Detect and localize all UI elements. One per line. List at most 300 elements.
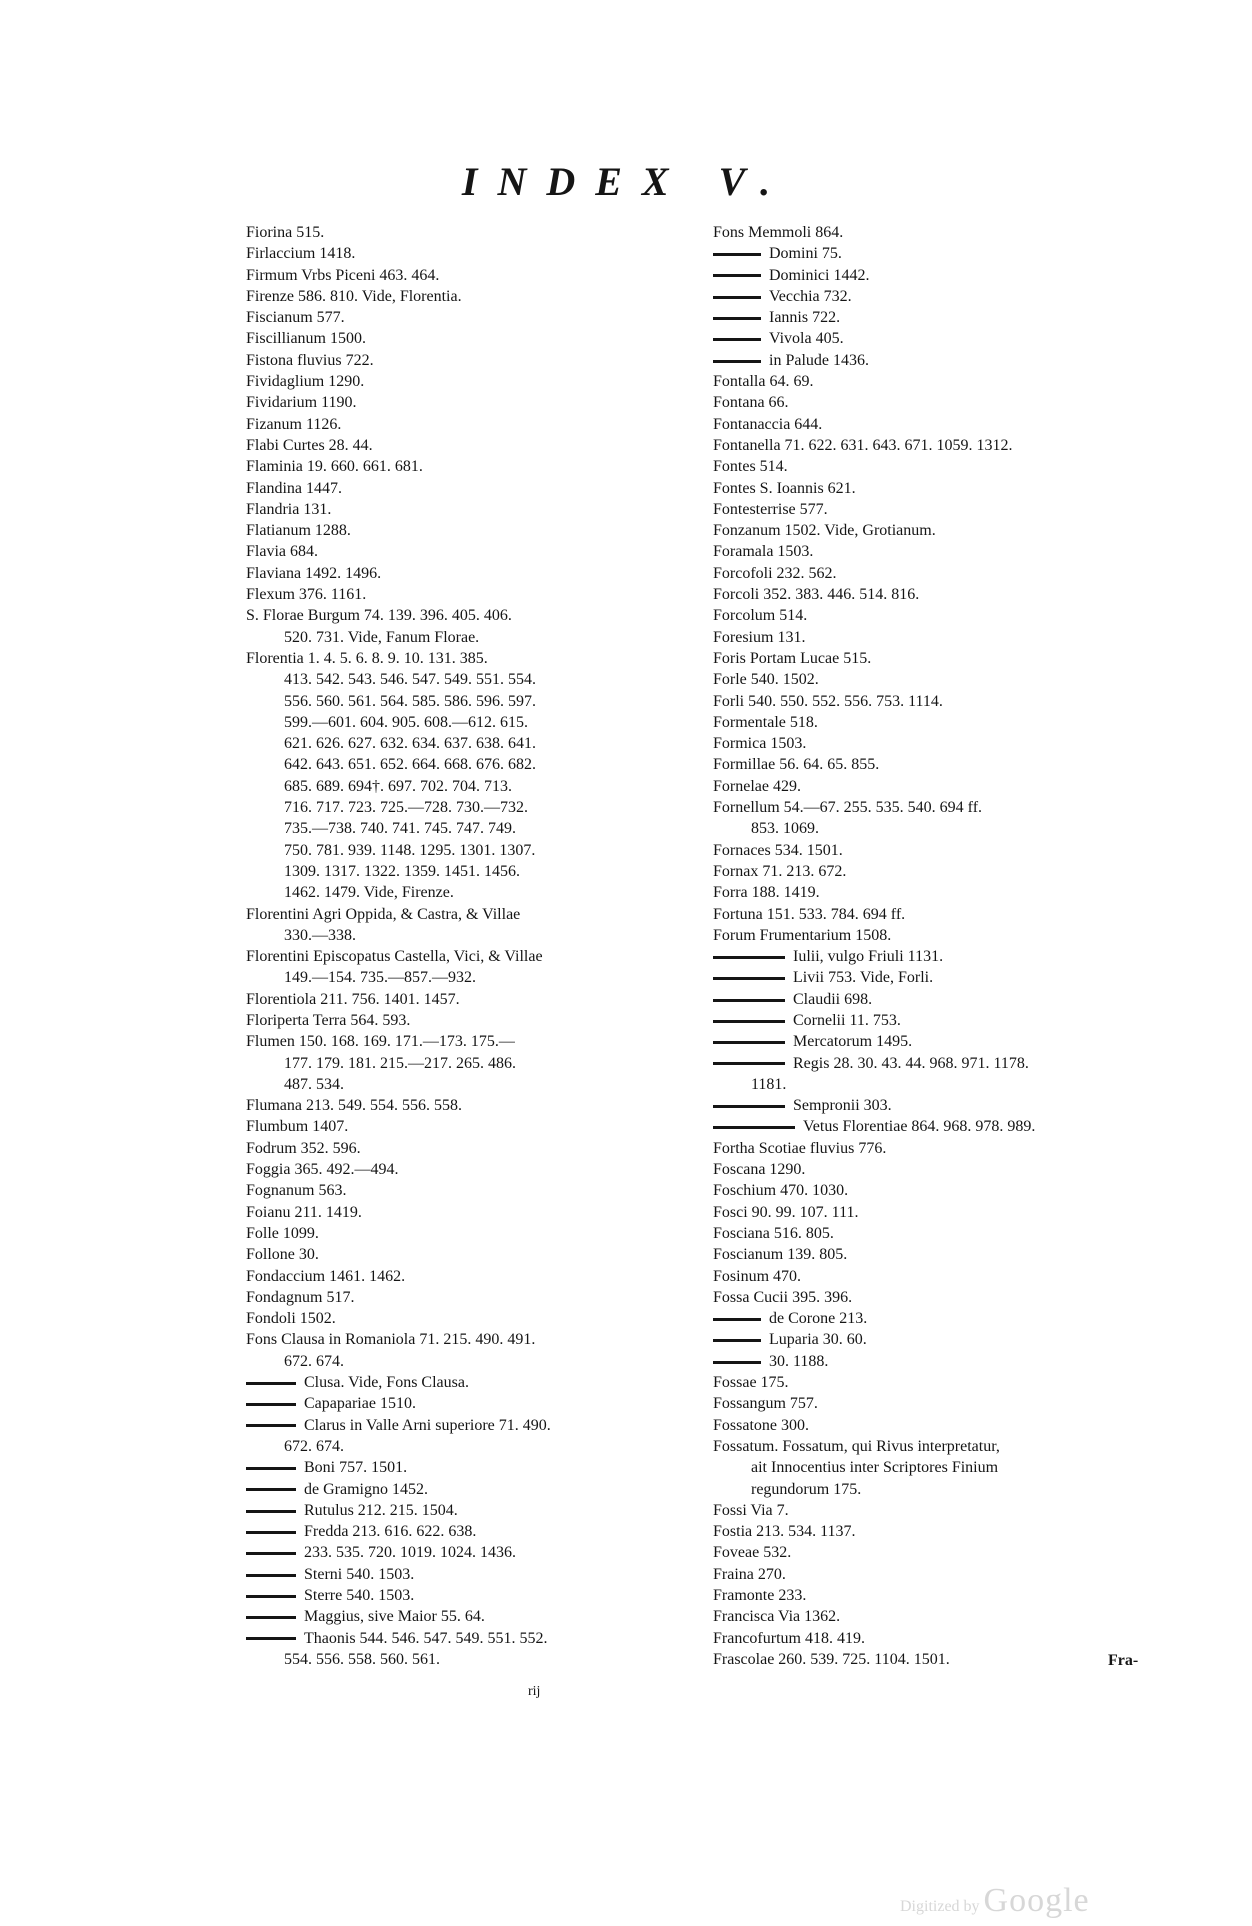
- ditto-dash: [713, 977, 785, 980]
- entry-text: Domini 75.: [769, 245, 842, 263]
- ditto-dash: [246, 1424, 296, 1427]
- index-entry: [713, 733, 1178, 754]
- ditto-dash: [246, 1531, 296, 1534]
- entry-text: Fontes S. Ioannis 621.: [713, 479, 856, 497]
- index-entry-continuation: [246, 1053, 701, 1074]
- entry-text: Firenze 586. 810. Vide, Florentia.: [246, 287, 462, 305]
- index-entry: [713, 520, 1178, 541]
- ditto-dash: [713, 296, 761, 299]
- index-subentry: [246, 1606, 701, 1627]
- entry-text: Fossa Cucii 395. 396.: [713, 1288, 853, 1306]
- index-entry: [246, 1287, 701, 1308]
- entry-text: Fossae 175.: [713, 1374, 789, 1392]
- ditto-dash: [713, 1361, 761, 1364]
- entry-text: 642. 643. 651. 652. 664. 668. 676. 682.: [284, 756, 536, 774]
- entry-text: Florentia 1. 4. 5. 6. 8. 9. 10. 131. 385.: [246, 649, 488, 667]
- page-title: INDEX V.: [461, 159, 791, 204]
- entry-text: 853. 1069.: [751, 820, 819, 838]
- watermark-logo-text: Google: [983, 1882, 1090, 1919]
- index-entry-continuation: [713, 1479, 1178, 1500]
- index-entry-continuation: [246, 733, 701, 754]
- entry-text: 30. 1188.: [769, 1352, 829, 1370]
- index-entry: [246, 243, 701, 264]
- index-subentry: [713, 1308, 1178, 1329]
- entry-text: Fosci 90. 99. 107. 111.: [713, 1203, 859, 1221]
- entry-text: Vecchia 732.: [769, 287, 852, 305]
- entry-text: S. Florae Burgum 74. 139. 396. 405. 406.: [246, 607, 512, 625]
- index-entry: [713, 648, 1178, 669]
- entry-text: Flabi Curtes 28. 44.: [246, 436, 373, 454]
- entry-text: Forcolum 514.: [713, 607, 808, 625]
- index-entry-continuation: [713, 1074, 1178, 1095]
- index-entry: [713, 840, 1178, 861]
- index-entry: [246, 414, 701, 435]
- entry-text: Fortuna 151. 533. 784. 694 ff.: [713, 905, 906, 923]
- entry-text: Rutulus 212. 215. 1504.: [304, 1501, 458, 1519]
- index-entry: [713, 584, 1178, 605]
- index-entry: [713, 371, 1178, 392]
- index-entry: [713, 1287, 1178, 1308]
- index-subentry: [713, 1053, 1178, 1074]
- index-entry: [246, 222, 701, 243]
- entry-text: Cornelii 11. 753.: [793, 1011, 901, 1029]
- index-entry-continuation: [246, 669, 701, 690]
- index-entry: [246, 1031, 701, 1052]
- entry-text: Fosciana 516. 805.: [713, 1224, 834, 1242]
- index-entry: [246, 1095, 701, 1116]
- ditto-dash: [246, 1574, 296, 1577]
- index-entry: [713, 1180, 1178, 1201]
- index-entry: [246, 605, 701, 626]
- index-entry: [713, 1223, 1178, 1244]
- entry-text: 735.—738. 740. 741. 745. 747. 749.: [284, 820, 516, 838]
- index-subentry: [713, 1329, 1178, 1350]
- index-entry-continuation: [246, 861, 701, 882]
- entry-text: Fonzanum 1502. Vide, Grotianum.: [713, 522, 936, 540]
- index-subentry: [246, 1628, 701, 1649]
- entry-text: Florentini Episcopatus Castella, Vici, & Villae: [246, 948, 543, 966]
- index-entry: [246, 435, 701, 456]
- entry-text: Fornax 71. 213. 672.: [713, 862, 847, 880]
- entry-text: regundorum 175.: [751, 1480, 862, 1498]
- index-entry: [713, 1542, 1178, 1563]
- ditto-dash: [246, 1616, 296, 1619]
- entry-text: Forli 540. 550. 552. 556. 753. 1114.: [713, 692, 943, 710]
- ditto-dash: [713, 1020, 785, 1023]
- ditto-dash: [713, 1041, 785, 1044]
- entry-text: Flandria 131.: [246, 500, 332, 518]
- index-entry: [713, 456, 1178, 477]
- index-entry: [246, 648, 701, 669]
- entry-text: Fornelae 429.: [713, 777, 801, 795]
- index-entry: [246, 1180, 701, 1201]
- entry-text: Flumbum 1407.: [246, 1118, 349, 1136]
- entry-text: in Palude 1436.: [769, 351, 869, 369]
- entry-text: Flumen 150. 168. 169. 171.—173. 175.—: [246, 1033, 515, 1051]
- index-entry: [713, 1628, 1178, 1649]
- entry-text: Forcofoli 232. 562.: [713, 564, 837, 582]
- entry-text: Foscana 1290.: [713, 1161, 806, 1179]
- index-entry: [713, 1372, 1178, 1393]
- index-subentry: [713, 265, 1178, 286]
- ditto-dash: [246, 1552, 296, 1555]
- entry-text: Fontes 514.: [713, 458, 788, 476]
- entry-text: Clusa. Vide, Fons Clausa.: [304, 1374, 469, 1392]
- index-entry: [713, 861, 1178, 882]
- ditto-dash: [246, 1467, 296, 1470]
- entry-text: de Corone 213.: [769, 1310, 868, 1328]
- index-subentry: [246, 1542, 701, 1563]
- entry-text: Florentiola 211. 756. 1401. 1457.: [246, 990, 460, 1008]
- entry-text: Sempronii 303.: [793, 1097, 892, 1115]
- left-column: [246, 222, 701, 1670]
- entry-text: Foramala 1503.: [713, 543, 814, 561]
- index-entry: [246, 350, 701, 371]
- index-entry: [246, 265, 701, 286]
- index-entry-continuation: [246, 1649, 701, 1670]
- index-entry: [246, 520, 701, 541]
- index-entry: [713, 414, 1178, 435]
- entry-text: Iulii, vulgo Friuli 1131.: [793, 948, 944, 966]
- entry-text: Flavia 684.: [246, 543, 318, 561]
- index-entry: [713, 563, 1178, 584]
- index-subentry: [246, 1500, 701, 1521]
- index-entry-continuation: [246, 882, 701, 903]
- index-entry: [246, 328, 701, 349]
- entry-text: Mercatorum 1495.: [793, 1033, 913, 1051]
- entry-text: Luparia 30. 60.: [769, 1331, 867, 1349]
- ditto-dash: [713, 999, 785, 1002]
- entry-text: Fossatone 300.: [713, 1416, 809, 1434]
- watermark-small-text: Digitized by: [900, 1898, 980, 1915]
- index-subentry: [713, 1095, 1178, 1116]
- entry-text: Fornaces 534. 1501.: [713, 841, 843, 859]
- index-entry-continuation: [246, 627, 701, 648]
- index-entry: [713, 904, 1178, 925]
- index-entry-continuation: [246, 967, 701, 988]
- index-subentry: [713, 1010, 1178, 1031]
- entry-text: 413. 542. 543. 546. 547. 549. 551. 554.: [284, 671, 536, 689]
- index-entry: [246, 499, 701, 520]
- entry-text: de Gramigno 1452.: [304, 1480, 428, 1498]
- ditto-dash: [713, 1339, 761, 1342]
- entry-text: Foveae 532.: [713, 1544, 792, 1562]
- index-entry: [246, 541, 701, 562]
- entry-text: Forle 540. 1502.: [713, 671, 819, 689]
- entry-text: Fontana 66.: [713, 394, 789, 412]
- index-entry: [713, 1500, 1178, 1521]
- entry-text: Fiscianum 577.: [246, 309, 345, 327]
- index-entry: [713, 754, 1178, 775]
- entry-text: 487. 534.: [284, 1075, 344, 1093]
- entry-text: Fons Memmoli 864.: [713, 224, 844, 241]
- index-entry-continuation: [246, 1074, 701, 1095]
- index-entry-continuation: [246, 1351, 701, 1372]
- entry-text: Framonte 233.: [713, 1587, 807, 1604]
- digitized-watermark: [900, 1882, 1090, 1920]
- index-entry: [246, 307, 701, 328]
- entry-text: 554. 556. 558. 560. 561.: [284, 1650, 440, 1668]
- entry-text: Fossatum. Fossatum, qui Rivus interpretatur,: [713, 1437, 1000, 1455]
- ditto-dash: [246, 1488, 296, 1491]
- entry-text: Florentini Agri Oppida, & Castra, & Villae: [246, 905, 521, 923]
- entry-text: Fiorina 515.: [246, 224, 325, 241]
- entry-text: Flaminia 19. 660. 661. 681.: [246, 458, 423, 476]
- index-entry: [713, 1436, 1178, 1457]
- index-subentry: [713, 989, 1178, 1010]
- index-entry: [246, 1138, 701, 1159]
- index-subentry: [246, 1393, 701, 1414]
- entry-text: Foresium 131.: [713, 628, 806, 646]
- index-entry: [246, 371, 701, 392]
- index-entry-continuation: [246, 776, 701, 797]
- entry-text: Fizanum 1126.: [246, 415, 342, 433]
- index-entry: [713, 925, 1178, 946]
- entry-text: Frascolae 260. 539. 725. 1104. 1501.: [713, 1650, 950, 1668]
- entry-text: Foscianum 139. 805.: [713, 1246, 848, 1264]
- index-entry: [713, 1159, 1178, 1180]
- index-entry: [713, 1393, 1178, 1414]
- entry-text: Formillae 56. 64. 65. 855.: [713, 756, 880, 774]
- entry-text: Fondagnum 517.: [246, 1288, 355, 1306]
- index-subentry: [713, 967, 1178, 988]
- index-entry-continuation: [246, 925, 701, 946]
- entry-text: Forcoli 352. 383. 446. 514. 816.: [713, 586, 920, 604]
- entry-text: Sterre 540. 1503.: [304, 1587, 415, 1604]
- ditto-dash: [246, 1595, 296, 1598]
- entry-text: Fornellum 54.—67. 255. 535. 540. 694 ff.: [713, 799, 983, 817]
- entry-text: Flandina 1447.: [246, 479, 342, 497]
- right-column: [713, 222, 1178, 1670]
- ditto-dash: [713, 274, 761, 277]
- index-entry: [246, 1116, 701, 1137]
- ditto-dash: [246, 1637, 296, 1640]
- ditto-dash: [713, 956, 785, 959]
- entry-text: Maggius, sive Maior 55. 64.: [304, 1608, 485, 1626]
- index-subentry: [713, 286, 1178, 307]
- entry-text: 1309. 1317. 1322. 1359. 1451. 1456.: [284, 862, 520, 880]
- index-subentry: [713, 1031, 1178, 1052]
- entry-text: Fraina 270.: [713, 1565, 786, 1583]
- index-entry: [246, 1244, 701, 1265]
- entry-text: Fontanaccia 644.: [713, 415, 823, 433]
- index-subentry: [713, 946, 1178, 967]
- index-entry: [246, 1202, 701, 1223]
- index-entry: [713, 797, 1178, 818]
- index-entry-continuation: [246, 691, 701, 712]
- index-entry: [713, 541, 1178, 562]
- index-subentry: [713, 243, 1178, 264]
- entry-text: Fistona fluvius 722.: [246, 351, 374, 369]
- index-entry: [246, 989, 701, 1010]
- entry-text: Foschium 470. 1030.: [713, 1182, 849, 1200]
- index-entry-continuation: [246, 818, 701, 839]
- entry-text: Iannis 722.: [769, 309, 841, 327]
- entry-text: Fosinum 470.: [713, 1267, 802, 1285]
- index-entry: [246, 1010, 701, 1031]
- index-subentry: [246, 1479, 701, 1500]
- ditto-dash: [713, 1062, 785, 1065]
- index-entry: [713, 1244, 1178, 1265]
- entry-text: Fontesterrise 577.: [713, 500, 828, 518]
- entry-text: Fognanum 563.: [246, 1182, 347, 1200]
- entry-text: Formentale 518.: [713, 713, 818, 731]
- index-entry-continuation: [713, 818, 1178, 839]
- entry-text: 672. 674.: [284, 1352, 344, 1370]
- entry-text: ait Innocentius inter Scriptores Finium: [751, 1459, 999, 1477]
- entry-text: 1181.: [751, 1075, 787, 1093]
- entry-text: Firlaccium 1418.: [246, 245, 356, 263]
- signature-mark: rij: [528, 1684, 541, 1699]
- index-entry: [713, 1415, 1178, 1436]
- entry-text: Flatianum 1288.: [246, 522, 351, 540]
- index-entry: [713, 882, 1178, 903]
- entry-text: Folle 1099.: [246, 1224, 319, 1242]
- entry-text: 750. 781. 939. 1148. 1295. 1301. 1307.: [284, 841, 536, 859]
- index-entry: [246, 1266, 701, 1287]
- entry-text: Follone 30.: [246, 1246, 319, 1264]
- entry-text: Claudii 698.: [793, 990, 873, 1008]
- index-entry: [713, 392, 1178, 413]
- ditto-dash: [713, 1126, 795, 1129]
- entry-text: 233. 535. 720. 1019. 1024. 1436.: [304, 1544, 516, 1562]
- ditto-dash: [246, 1382, 296, 1385]
- entry-text: Thaonis 544. 546. 547. 549. 551. 552.: [304, 1629, 548, 1647]
- entry-text: Regis 28. 30. 43. 44. 968. 971. 1178.: [793, 1054, 1029, 1072]
- index-entry: [246, 1308, 701, 1329]
- entry-text: Foris Portam Lucae 515.: [713, 649, 872, 667]
- entry-text: Fondaccium 1461. 1462.: [246, 1267, 406, 1285]
- index-entry: [713, 1266, 1178, 1287]
- entry-text: Foianu 211. 1419.: [246, 1203, 362, 1221]
- entry-text: Fiscillianum 1500.: [246, 330, 366, 348]
- entry-text: Fredda 213. 616. 622. 638.: [304, 1523, 477, 1541]
- index-entry: [246, 478, 701, 499]
- index-entry: [246, 286, 701, 307]
- entry-text: Fontalla 64. 69.: [713, 373, 814, 391]
- index-entry-continuation: [713, 1457, 1178, 1478]
- index-entry: [713, 712, 1178, 733]
- index-entry-continuation: [246, 797, 701, 818]
- index-entry: [713, 1564, 1178, 1585]
- entry-text: 599.—601. 604. 905. 608.—612. 615.: [284, 713, 528, 731]
- entry-text: 685. 689. 694†. 697. 702. 704. 713.: [284, 777, 512, 795]
- entry-text: Boni 757. 1501.: [304, 1459, 408, 1477]
- entry-text: Formica 1503.: [713, 735, 807, 753]
- index-entry: [713, 1521, 1178, 1542]
- index-entry: [713, 627, 1178, 648]
- entry-text: Flumana 213. 549. 554. 556. 558.: [246, 1097, 462, 1115]
- index-entry: [713, 1606, 1178, 1627]
- ditto-dash: [713, 253, 761, 256]
- index-entry: [246, 904, 701, 925]
- index-entry: [713, 605, 1178, 626]
- catchword: Fra-: [1108, 1652, 1139, 1669]
- ditto-dash: [713, 360, 761, 363]
- index-entry: [713, 1202, 1178, 1223]
- entry-text: 621. 626. 627. 632. 634. 637. 638. 641.: [284, 735, 536, 753]
- ditto-dash: [713, 1318, 761, 1321]
- index-entry-continuation: [246, 1436, 701, 1457]
- ditto-dash: [713, 1105, 785, 1108]
- index-subentry: [246, 1585, 701, 1606]
- entry-text: 149.—154. 735.—857.—932.: [284, 969, 476, 987]
- index-subentry: [246, 1564, 701, 1585]
- entry-text: Fividarium 1190.: [246, 394, 357, 412]
- entry-text: Fons Clausa in Romaniola 71. 215. 490. 491.: [246, 1331, 536, 1349]
- entry-text: Fividaglium 1290.: [246, 373, 365, 391]
- index-entry: [713, 499, 1178, 520]
- entry-text: Capapariae 1510.: [304, 1395, 416, 1413]
- entry-text: 330.—338.: [284, 926, 356, 944]
- index-entry: [246, 456, 701, 477]
- entry-text: Floriperta Terra 564. 593.: [246, 1011, 411, 1029]
- entry-text: Fossangum 757.: [713, 1395, 818, 1413]
- index-subentry: [246, 1521, 701, 1542]
- entry-text: Fossi Via 7.: [713, 1501, 789, 1519]
- index-entry: [713, 435, 1178, 456]
- entry-text: Francofurtum 418. 419.: [713, 1629, 865, 1647]
- entry-text: Flexum 376. 1161.: [246, 586, 367, 604]
- entry-text: 1462. 1479. Vide, Firenze.: [284, 884, 454, 902]
- index-entry-continuation: [246, 754, 701, 775]
- index-entry: [246, 1159, 701, 1180]
- entry-text: Fondoli 1502.: [246, 1310, 336, 1328]
- index-entry: [246, 1329, 701, 1350]
- entry-text: Firmum Vrbs Piceni 463. 464.: [246, 266, 440, 284]
- entry-text: Francisca Via 1362.: [713, 1608, 841, 1626]
- entry-text: Dominici 1442.: [769, 266, 870, 284]
- entry-text: Clarus in Valle Arni superiore 71. 490.: [304, 1416, 551, 1434]
- entry-text: Vetus Florentiae 864. 968. 978. 989.: [803, 1118, 1036, 1136]
- entry-text: Fodrum 352. 596.: [246, 1139, 361, 1157]
- index-entry: [713, 776, 1178, 797]
- entry-text: Forum Frumentarium 1508.: [713, 926, 892, 944]
- entry-text: Livii 753. Vide, Forli.: [793, 969, 934, 987]
- entry-text: 716. 717. 723. 725.—728. 730.—732.: [284, 799, 528, 817]
- entry-text: Fortha Scotiae fluvius 776.: [713, 1139, 887, 1157]
- entry-text: 520. 731. Vide, Fanum Florae.: [284, 628, 480, 646]
- index-subentry: [713, 350, 1178, 371]
- index-entry-continuation: [246, 840, 701, 861]
- entry-text: Fontanella 71. 622. 631. 643. 671. 1059. 1312.: [713, 436, 1013, 454]
- index-subentry: [246, 1372, 701, 1393]
- index-subentry: [713, 307, 1178, 328]
- entry-text: Foggia 365. 492.—494.: [246, 1161, 399, 1179]
- index-subentry: [246, 1415, 701, 1436]
- index-entry: [713, 478, 1178, 499]
- entry-text: Sterni 540. 1503.: [304, 1565, 415, 1583]
- index-entry: [246, 1223, 701, 1244]
- index-subentry: [713, 1116, 1178, 1137]
- ditto-dash: [246, 1403, 296, 1406]
- index-entry: [713, 691, 1178, 712]
- entry-text: Fostia 213. 534. 1137.: [713, 1523, 856, 1541]
- index-entry: [246, 946, 701, 967]
- entry-text: Forra 188. 1419.: [713, 884, 820, 902]
- ditto-dash: [713, 317, 761, 320]
- index-entry: [713, 1585, 1178, 1606]
- index-entry: [246, 584, 701, 605]
- entry-text: 556. 560. 561. 564. 585. 586. 596. 597.: [284, 692, 536, 710]
- entry-text: Flaviana 1492. 1496.: [246, 564, 382, 582]
- index-subentry: [713, 328, 1178, 349]
- index-entry-continuation: [246, 712, 701, 733]
- index-entry: [713, 669, 1178, 690]
- entry-text: Vivola 405.: [769, 330, 844, 348]
- index-subentry: [713, 1351, 1178, 1372]
- ditto-dash: [246, 1510, 296, 1513]
